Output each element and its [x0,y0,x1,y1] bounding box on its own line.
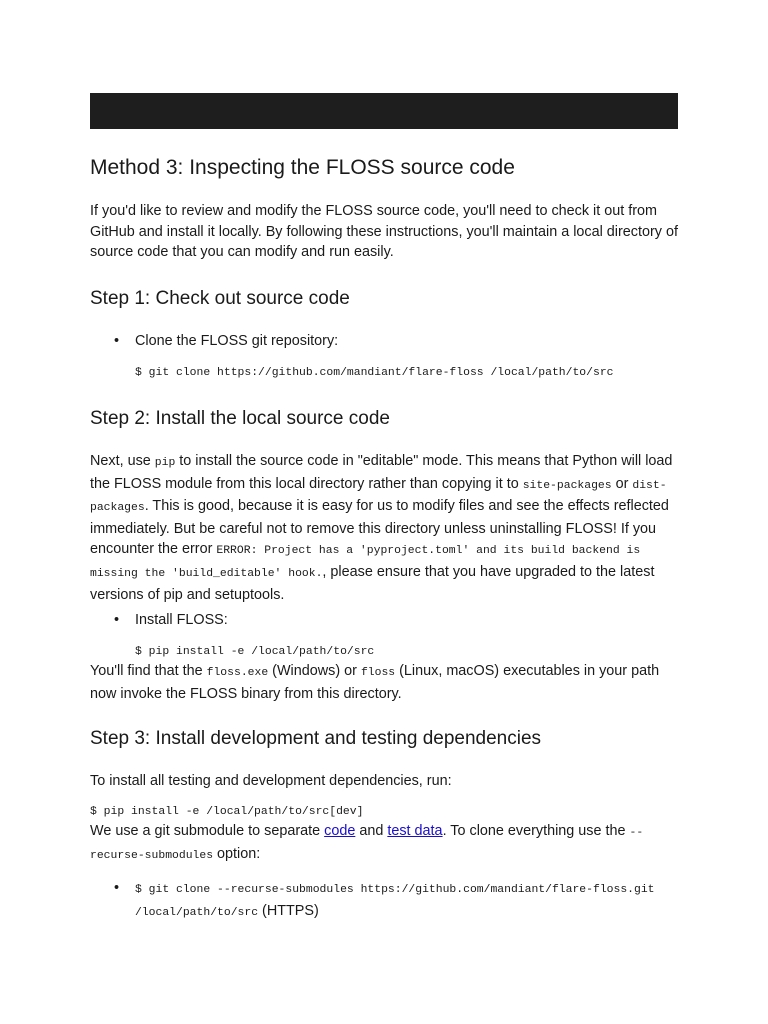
method-title: Method 3: Inspecting the FLOSS source code [90,156,515,179]
step2-text-d: . This is good, because it is easy for us to modify files and see the effects reflected immediately. But be careful not to remove this directory unless uninstalling FLOSS! If you encounter the error [90,498,669,558]
bullet-dot-icon: • [114,612,120,628]
step2-text-a: Next, use [90,453,155,469]
step3-intro: To install all testing and development dependencies, run: [90,773,452,789]
sub-text-a: We use a git submodule to separate [90,823,325,839]
sub-text-c: . To clone everything use the [442,823,630,839]
step2-bullet-text: Install FLOSS: [135,612,228,628]
error-code: ERROR: Project has a 'pyproject.toml' and its build backend is missing the 'build_editable' hook. [90,545,641,580]
pip-code: pip [154,457,176,469]
step1-bullet [114,331,338,351]
after-text-c: (Linux, macOS) executables in your path now invoke the FLOSS binary from this directory. [90,663,660,702]
step3-clone-bullet [114,878,674,923]
step2-heading: Step 2: Install the local source code [90,408,390,429]
bullet-dot-icon: • [114,333,120,349]
step2-bullet [114,610,228,630]
floss-exe-code: floss.exe [206,667,269,679]
recurse-submodules-code: --recurse-submodules [90,827,644,862]
step1-bullet-text: Clone the FLOSS git repository: [135,333,339,349]
step2-command: $ pip install -e /local/path/to/src [135,646,375,658]
step2-after-paragraph [90,661,680,704]
step1-command: $ git clone https://github.com/mandiant/flare-floss /local/path/to/src [135,367,614,379]
submodule-paragraph [90,821,680,866]
floss-code: floss [360,667,396,679]
step3-heading: Step 3: Install development and testing dependencies [90,728,542,749]
step3-command: $ pip install -e /local/path/to/src[dev] [90,806,364,818]
intro-paragraph: If you'd like to review and modify the FLOSS source code, you'll need to check it out from GitHub and install it locally. By following these instructions, you'll maintain a local directory of source code that you can modify and run easily. [90,203,678,261]
after-text-b: (Windows) or [268,663,361,679]
clone-bullet-content [135,878,674,923]
clone-suffix: (HTTPS) [258,902,319,919]
test-data-link[interactable]: test data [387,823,443,839]
sub-text-d: option: [213,845,261,862]
top-banner [90,93,678,129]
step2-paragraph [90,451,680,605]
dist-packages-code: dist-packages [90,479,667,515]
step1-heading: Step 1: Check out source code [90,288,350,309]
step2-text-e: , please ensure that you have upgraded to the latest versions of pip and setuptools. [90,563,655,603]
step2-text-c: or [611,475,633,492]
clone-command-code: $ git clone --recurse-submodules https://github.com/mandiant/flare-floss.git /local/path/to/src [135,884,655,919]
site-packages-code: site-packages [522,479,612,492]
after-text-a: You'll find that the [90,663,207,679]
sub-text-b: and [355,823,388,839]
step2-text-b: to install the source code in "editable" mode. This means that Python will load the FLOSS module from this local directory rather than copying it to [90,453,673,492]
bullet-dot-icon: • [114,880,120,896]
code-link[interactable]: code [324,823,356,839]
